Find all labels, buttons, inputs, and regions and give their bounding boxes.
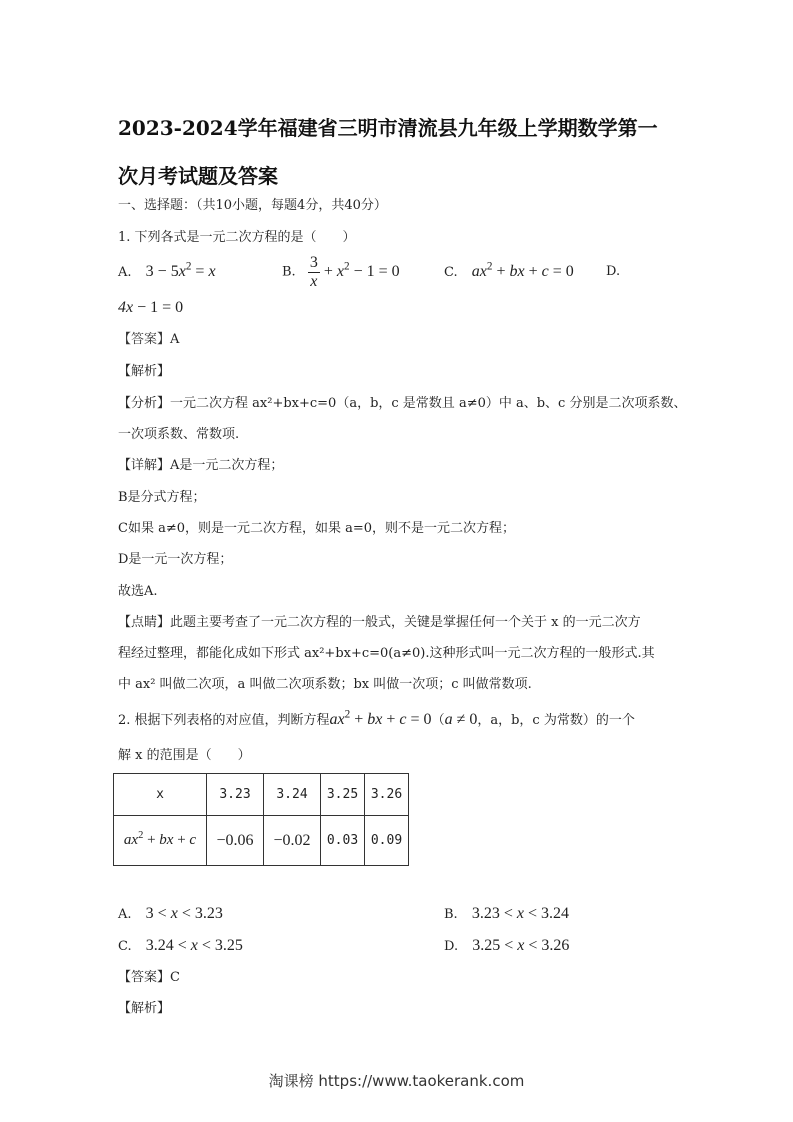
- q1-answer: [118, 330, 179, 350]
- detail-tag: 【详解】: [118, 458, 171, 473]
- q2-option-b-formula: 3.23 < x < 3.24: [471, 905, 569, 922]
- answer-value: A: [170, 332, 180, 347]
- answer-tag: 【答案】: [118, 332, 171, 347]
- q1-dianjing-line-2: 程经过整理，都能化成如下形式 ax²+bx+c=0(a≠0).这种形式叫一元二次方程的一般形式.其: [118, 646, 655, 661]
- q2-answer: [118, 968, 180, 988]
- table-cell-y: 0.09: [365, 816, 409, 866]
- formula-d: 4x − 1 = 0: [118, 299, 184, 316]
- q1-option-a-formula: $3 - 5x^2 = x$: [145, 260, 216, 280]
- table-cell-x: 3.25: [321, 774, 365, 816]
- title-line-2: 次月考试题及答案: [118, 164, 278, 188]
- q2-option-c: [118, 936, 243, 957]
- q1-detail-line-2: B是分式方程；: [118, 490, 206, 505]
- q2-analysis-tag: 【解析】: [118, 1001, 171, 1016]
- q2-option-a-formula: 3 < x < 3.23: [145, 905, 223, 922]
- fraction-denominator: x: [310, 273, 318, 290]
- answer-value: C: [170, 970, 180, 985]
- q1-option-d-label: D.: [606, 264, 621, 279]
- q2-option-c-label: C.: [118, 939, 132, 954]
- table-header-expression: $ax^2$ + bx + c: [114, 816, 207, 866]
- section-heading: 一、选择题：（共10小题，每题4分，共40分）: [118, 198, 387, 213]
- q2-option-b-label: B.: [444, 907, 458, 922]
- q1-option-b-fraction: [308, 254, 320, 291]
- q1-option-b-formula: $\frac{3}{x}$ + $x^2 - 1 = 0$: [309, 254, 400, 290]
- fraction-numerator: 3: [309, 254, 318, 271]
- table-cell-x: 3.24: [264, 774, 321, 816]
- q1-option-a-label: A.: [118, 265, 132, 280]
- detail-text-1: A是一元二次方程；: [170, 458, 284, 473]
- table-row: [114, 774, 409, 816]
- table-cell-y: −0.06: [207, 816, 264, 866]
- q2-value-table: [113, 773, 409, 866]
- q1-option-c-formula: $ax^2$ + bx + c = 0: [471, 260, 574, 280]
- q1-option-b-label: B.: [282, 264, 296, 280]
- document-title: [118, 104, 688, 200]
- q2-option-d-label: D.: [444, 939, 459, 954]
- q1-fenxi-line-1: [118, 394, 686, 414]
- table-header-x: x: [114, 774, 207, 816]
- q1-dianjing-line-3: 中 ax² 叫做二次项，a 叫做二次项系数；bx 叫做一次项；c 叫做常数项.: [118, 677, 532, 692]
- table-row: [114, 816, 409, 866]
- table-cell-x: 3.26: [365, 774, 409, 816]
- title-line-1: 2023-2024学年福建省三明市清流县九年级上学期数学第一: [118, 116, 658, 140]
- table-cell-y: 0.03: [321, 816, 365, 866]
- q2-option-d: [444, 936, 569, 957]
- q1-stem: 1. 下列各式是一元二次方程的是（ ）: [118, 230, 356, 245]
- q2-option-a-label: A.: [118, 907, 132, 922]
- q2-stem-line-2: 解 x 的范围是（ ）: [118, 748, 251, 763]
- q1-option-d-formula: [118, 298, 183, 319]
- q1-detail-line-3: C如果 a≠0，则是一元二次方程，如果 a=0，则不是一元二次方程；: [118, 521, 516, 536]
- dianjing-text-1: 此题主要考查了一元二次方程的一般式，关键是掌握任何一个关于 x 的一元二次方: [170, 615, 641, 630]
- fenxi-tag: 【分析】: [118, 396, 171, 411]
- q2-option-d-formula: 3.25 < x < 3.26: [472, 937, 570, 954]
- q2-option-c-formula: 3.24 < x < 3.25: [145, 937, 243, 954]
- table-cell-y: −0.02: [264, 816, 321, 866]
- q2-option-b: [444, 904, 569, 925]
- q1-option-c: [444, 262, 574, 283]
- q2-condition: a ≠ 0: [444, 711, 478, 728]
- q1-fenxi-line-2: 一次项系数、常数项.: [118, 427, 240, 442]
- q1-dianjing-line-1: [118, 613, 641, 633]
- q1-option-b: [282, 254, 400, 291]
- q1-detail-line-1: [118, 456, 283, 476]
- q1-detail-line-5: 故选A.: [118, 584, 158, 599]
- q1-analysis-tag: 【解析】: [118, 364, 171, 379]
- footer-watermark: 淘课榜 https://www.taokerank.com: [268, 1072, 525, 1090]
- q2-stem-line-1: [118, 710, 635, 731]
- q2-equation: $ax^2$ + bx + c = 0: [329, 708, 432, 728]
- q1-option-c-label: C.: [444, 265, 458, 280]
- dianjing-tag: 【点睛】: [118, 615, 171, 630]
- q2-stem-suffix: ，a，b，c 为常数）的一个: [477, 713, 635, 728]
- q2-stem-prefix: 2. 根据下列表格的对应值，判断方程: [118, 713, 330, 728]
- fenxi-text-1: 一元二次方程 ax²+bx+c=0（a，b，c 是常数且 a≠0）中 a、b、c 分别是二次项系数、: [170, 396, 687, 411]
- table-cell-x: 3.23: [207, 774, 264, 816]
- answer-tag: 【答案】: [118, 970, 171, 985]
- q2-stem-mid: （: [431, 713, 445, 728]
- q1-detail-line-4: D是一元一次方程；: [118, 552, 233, 567]
- q2-option-a: [118, 904, 223, 925]
